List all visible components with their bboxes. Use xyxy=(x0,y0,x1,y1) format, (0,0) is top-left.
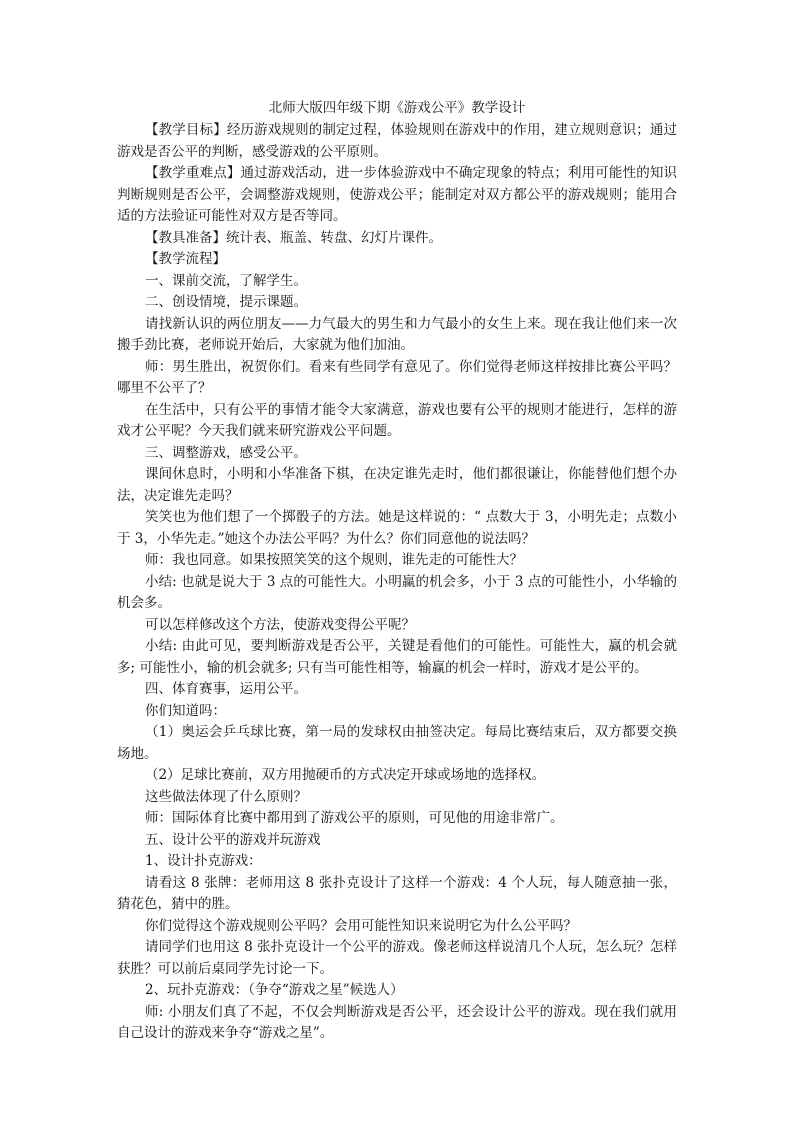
list-item: （1）奥运会乒乓球比赛，第一局的发球权由抽签决定。每局比赛结束后，双方都要交换场地。 xyxy=(117,724,677,762)
paragraph: 请同学们也用这 8 张扑克设计一个公平的游戏。像老师这样说清几个人玩，怎么玩？怎样获胜？可以前后桌同学先讨论一下。 xyxy=(117,939,677,977)
paragraph: 小结: 也就是说大于 3 点的可能性大。小明赢的机会多，小于 3 点的可能性小，小华输的机会多。 xyxy=(117,573,677,611)
sub-heading: 2、玩扑克游戏：（争夺“游戏之星”候选人） xyxy=(145,982,404,998)
paragraph: 师：男生胜出，祝贺你们。看来有些同学有意见了。你们觉得老师这样按排比赛公平吗？哪里不公平了？ xyxy=(117,358,677,396)
paragraph: 师: 小朋友们真了不起，不仅会判断游戏是否公平，还会设计公平的游戏。现在我们就用自己设计的游戏来争夺“游戏之星”。 xyxy=(117,1003,677,1041)
paragraph: 你们觉得这个游戏规则公平吗？会用可能性知识来说明它为什么公平吗？ xyxy=(145,917,577,934)
section-heading: 五、设计公平的游戏并玩游戏 xyxy=(145,831,321,848)
teaching-aids: 【教具准备】统计表、瓶盖、转盘、幻灯片课件。 xyxy=(145,229,442,246)
paragraph: 请看这 8 张牌：老师用这 8 张扑克设计了这样一个游戏：4 个人玩，每人随意抽一张，猜花色，猜中的胜。 xyxy=(117,874,677,912)
section-heading: 二、创设情境，提示课题。 xyxy=(145,294,307,310)
section-heading: 三、调整游戏，感受公平。 xyxy=(145,444,307,461)
key-difficulties: 【教学重难点】通过游戏活动，进一步体验游戏中不确定现象的特点；利用可能性的知识判断规则是否公平，会调整游戏规则，使游戏公平；能制定对双方都公平的游戏规则；能用合适的方法验证可能性对双方是否等同。 xyxy=(117,165,677,224)
teaching-process-heading: 【教学流程】 xyxy=(145,251,226,267)
paragraph: 在生活中，只有公平的事情才能令大家满意，游戏也要有公平的规则才能进行，怎样的游戏才公平呢？今天我们就来研究游戏公平问题。 xyxy=(117,401,677,439)
paragraph: 请找新认识的两位朋友——力气最大的男生和力气最小的女生上来。现在我让他们来一次搬手劲比赛，老师说开始后，大家就为他们加油。 xyxy=(117,315,677,353)
document-page xyxy=(117,98,677,1045)
list-item: （2）足球比赛前，双方用抛硬币的方式决定开球或场地的选择权。 xyxy=(145,767,546,783)
paragraph: 可以怎样修改这个方法，使游戏变得公平呢？ xyxy=(145,616,415,633)
paragraph: 师：我也同意。如果按照笑笑的这个规则，谁先走的可能性大？ xyxy=(145,552,523,568)
sub-heading: 1、设计扑克游戏： xyxy=(145,853,262,869)
section-heading: 四、体育赛事，运用公平。 xyxy=(145,681,307,697)
paragraph: 你们知道吗： xyxy=(145,702,226,719)
document-title: 北师大版四年级下期《游戏公平》教学设计 xyxy=(268,100,526,116)
paragraph: 师：国际体育比赛中都用到了游戏公平的原则，可见他的用途非常广。 xyxy=(145,810,564,826)
paragraph: 课间休息时，小明和小华准备下棋，在决定谁先走时，他们都很谦让，你能替他们想个办法，决定谁先走吗？ xyxy=(117,466,677,504)
paragraph: 这些做法体现了什么原则？ xyxy=(145,788,307,805)
paragraph: 笑笑也为他们想了一个掷骰子的方法。她是这样说的：“ 点数大于 3，小明先走；点数小于 3，小华先走。”她这个办法公平吗？为什么？你们同意他的说法吗？ xyxy=(117,509,677,547)
paragraph: 小结: 由此可见，要判断游戏是否公平，关键是看他们的可能性。可能性大，赢的机会就多; 可能性小，输的机会就多; 只有当可能性相等，输赢的机会一样时，游戏才是公平的。 xyxy=(117,638,677,676)
section-heading: 一、课前交流，了解学生。 xyxy=(145,272,307,289)
teaching-objectives: 【教学目标】经历游戏规则的制定过程，体验规则在游戏中的作用，建立规则意识；通过游戏是否公平的判断，感受游戏的公平原则。 xyxy=(117,122,677,160)
